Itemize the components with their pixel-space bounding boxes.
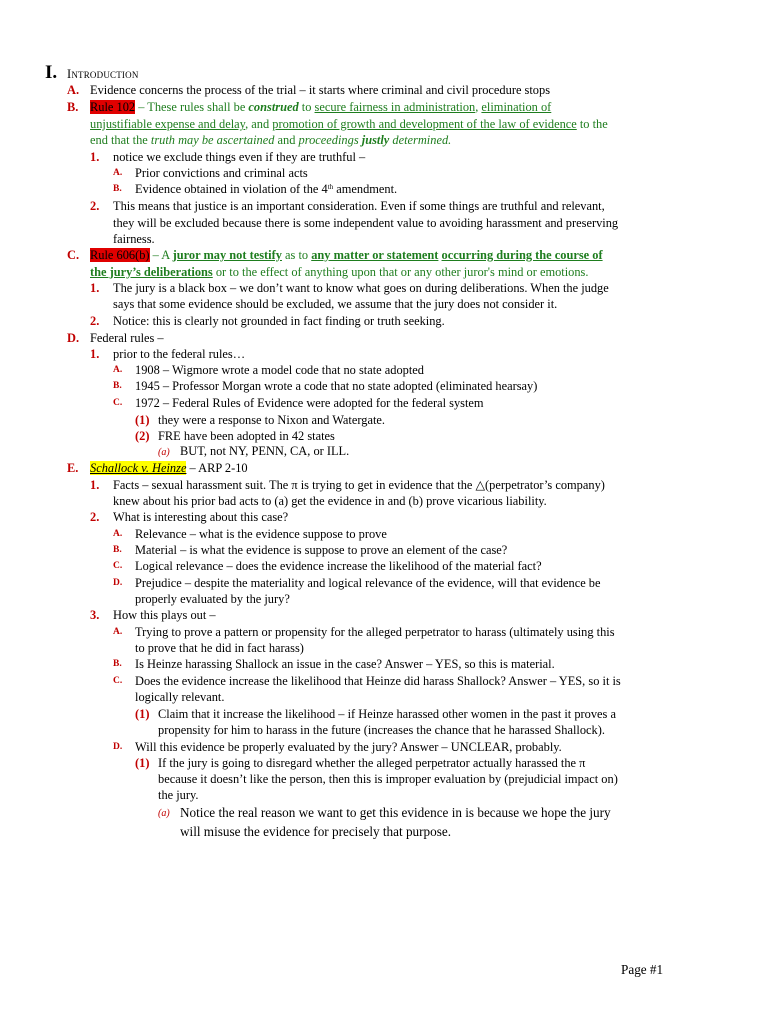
item-E-3-c-1-line2: propensity for him to harass in the future (increases the chance that he harassed Shallock). [158, 723, 605, 737]
item-E-3-d-1-a-line1: Notice the real reason we want to get this evidence in is because we hope the jury [180, 805, 611, 820]
marker-A: A. [67, 83, 80, 97]
item-E-2-b: Material – is what the evidence is suppose to prove an element of the case? [135, 543, 508, 557]
rule-102-tag: Rule 102 [90, 100, 136, 114]
item-E: Schallock v. Heinze – ARP 2-10 [90, 461, 248, 475]
marker-E-3-a: A. [113, 627, 123, 637]
item-C-2: Notice: this is clearly not grounded in fact finding or truth seeking. [113, 314, 445, 328]
item-E-3-c-1-line1: Claim that it increase the likelihood – if Heinze harassed other women in the past it proves a [158, 707, 616, 721]
marker-D-1-c: C. [113, 398, 123, 408]
marker-E-3: 3. [90, 608, 100, 622]
item-D: Federal rules – [90, 331, 164, 345]
item-B-line1: Rule 102 – These rules shall be construed to secure fairness in administration, elimination of [90, 100, 552, 114]
marker-E-3-d-1-a: (a) [158, 808, 170, 819]
item-E-2: What is interesting about this case? [113, 510, 289, 524]
item-C-1-line1: The jury is a black box – we don’t want to know what goes on during deliberations. When the judge [113, 281, 609, 295]
marker-B-2: 2. [90, 199, 100, 213]
item-B-2-line1: This means that justice is an important consideration. Even if some things are truthful and relevant, [113, 199, 605, 213]
section-numeral: I. [45, 62, 58, 83]
item-E-3-a-line1: Trying to prove a pattern or propensity for the alleged perpetrator to harass (ultimately using this [135, 625, 615, 639]
item-E-2-c: Logical relevance – does the evidence increase the likelihood of the material fact? [135, 559, 542, 573]
item-B-1-a: Prior convictions and criminal acts [135, 166, 308, 180]
item-B-1-b: Evidence obtained in violation of the 4th amendment. [135, 182, 398, 196]
item-D-1-c-2: FRE have been adopted in 42 states [158, 429, 335, 443]
marker-D-1-c-1: (1) [135, 413, 150, 427]
marker-E-3-c: C. [113, 676, 123, 686]
marker-E: E. [67, 461, 79, 475]
item-E-1-line2: knew about his prior bad acts to (a) get the evidence in and (b) prove vicarious liability. [113, 494, 547, 508]
item-E-3-d: Will this evidence be properly evaluated by the jury? Answer – UNCLEAR, probably. [135, 740, 562, 754]
marker-E-3-d-1: (1) [135, 756, 150, 770]
item-D-1-c: 1972 – Federal Rules of Evidence were adopted for the federal system [135, 396, 484, 410]
marker-E-2-c: C. [113, 561, 123, 571]
marker-D: D. [67, 331, 80, 345]
item-E-3: How this plays out – [113, 608, 216, 622]
marker-D-1: 1. [90, 347, 100, 361]
marker-C: C. [67, 248, 80, 262]
item-E-3-d-1-a-line2: will misuse the evidence for precisely that purpose. [180, 824, 451, 839]
page-number: Page #1 [621, 962, 664, 977]
marker-E-3-d: D. [113, 742, 123, 752]
item-E-3-d-1-line2: because it doesn’t like the person, then this is improper evaluation by (prejudicial impact on) [158, 772, 618, 786]
marker-C-2: 2. [90, 314, 100, 328]
case-name: Schallock v. Heinze [90, 461, 187, 475]
section-title: Introduction [67, 67, 139, 81]
item-E-3-c-line1: Does the evidence increase the likelihood that Heinze did harass Shallock? Answer – YES, so it is [135, 674, 621, 688]
item-E-2-d-line2: properly evaluated by the jury? [135, 592, 290, 606]
rule-606b-tag: Rule 606(b) [90, 248, 150, 262]
marker-E-3-b: B. [113, 659, 122, 669]
item-E-2-d-line1: Prejudice – despite the materiality and logical relevance of the evidence, will that evidence be [135, 576, 601, 590]
marker-B-1-b: B. [113, 184, 122, 194]
marker-E-1: 1. [90, 478, 100, 492]
marker-B-1-a: A. [113, 168, 123, 178]
item-E-3-d-1-line1: If the jury is going to disregard whether the alleged perpetrator actually harassed the π [158, 756, 586, 770]
item-D-1-a: 1908 – Wigmore wrote a model code that no state adopted [135, 363, 424, 377]
marker-B-1: 1. [90, 150, 100, 164]
item-B-line3: end that the truth may be ascertained and proceedings justly determined. [90, 133, 452, 147]
item-A: Evidence concerns the process of the trial – it starts where criminal and civil procedure stops [90, 83, 551, 97]
item-B-2-line2: they will be excluded because there is some independent value to avoiding harassment and preserving [113, 216, 619, 230]
marker-D-1-a: A. [113, 365, 123, 375]
item-D-1: prior to the federal rules… [113, 347, 246, 361]
item-D-1-c-2-a: BUT, not NY, PENN, CA, or ILL. [180, 444, 350, 458]
item-B-1: notice we exclude things even if they are truthful – [113, 150, 366, 164]
marker-C-1: 1. [90, 281, 100, 295]
marker-E-2-a: A. [113, 529, 123, 539]
item-B-line2: unjustifiable expense and delay, and promotion of growth and development of the law of evidence to the [90, 117, 608, 131]
item-D-1-b: 1945 – Professor Morgan wrote a code that no state adopted (eliminated hearsay) [135, 379, 538, 393]
item-D-1-c-1: they were a response to Nixon and Watergate. [158, 413, 386, 427]
item-C-1-line2: says that some evidence should be excluded, we assume that the jury does not consider it. [113, 297, 558, 311]
marker-E-2: 2. [90, 510, 100, 524]
marker-D-1-c-2-a: (a) [158, 447, 170, 458]
item-E-3-c-line2: logically relevant. [135, 690, 225, 704]
marker-E-3-c-1: (1) [135, 707, 150, 721]
item-C-line1: Rule 606(b) – A juror may not testify as to any matter or statement occurring during the course of [90, 248, 603, 262]
item-C-line2: the jury’s deliberations or to the effect of anything upon that or any other juror's mind or emotions. [90, 265, 589, 279]
marker-D-1-b: B. [113, 381, 122, 391]
item-E-2-a: Relevance – what is the evidence suppose to prove [135, 527, 387, 541]
item-B-2-line3: fairness. [113, 232, 155, 246]
item-E-3-d-1-line3: the jury. [158, 788, 199, 802]
marker-D-1-c-2: (2) [135, 429, 150, 443]
marker-E-2-b: B. [113, 545, 122, 555]
item-E-3-b: Is Heinze harassing Shallock an issue in the case? Answer – YES, so this is material. [135, 657, 555, 671]
marker-B: B. [67, 100, 79, 114]
item-E-1-line1: Facts – sexual harassment suit. The π is trying to get in evidence that the △(perpetrator’s company) [113, 478, 605, 492]
marker-E-2-d: D. [113, 578, 123, 588]
item-E-3-a-line2: to prove that he did in fact harass) [135, 641, 304, 655]
